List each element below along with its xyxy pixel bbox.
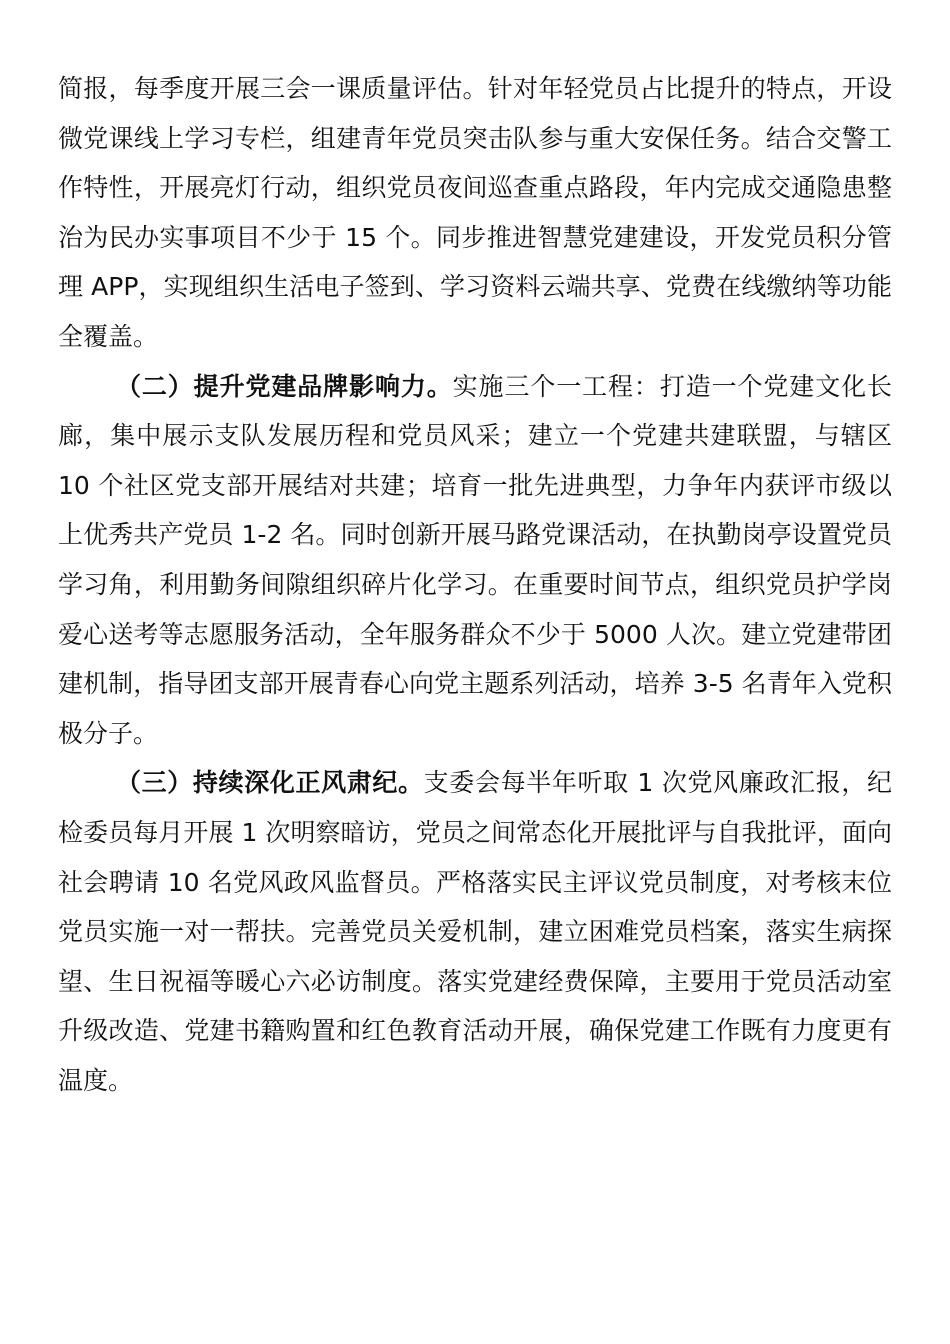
paragraph-text: 实施三个一工程：打造一个党建文化长廊，集中展示支队发展历程和党员风采；建立一个党建共建联盟，与辖区 10 个社区党支部开展结对共建；培育一批先进典型，力争年内获评市级以上优秀共产党员 1-2 名。同时创新开展马路党课活动，在执勤岗亭设置党员学习角，利用勤务间隙组织碎片化学习。在重要时间节点，组织党员护学岗爱心送考等志愿服务活动，全年服务群众不少于 5000 人次。建立党建带团建机制，指导团支部开展青春心向党主题系列活动，培养 3-5 名青年入党积极分子。	[58, 371, 892, 748]
section-heading-2: （二）提升党建品牌影响力。	[116, 371, 453, 401]
paragraph-section-3	[58, 758, 892, 1105]
section-heading-3: （三）持续深化正风肃纪。	[116, 768, 424, 798]
paragraph-text: 支委会每半年听取 1 次党风廉政汇报，纪检委员每月开展 1 次明察暗访，党员之间常态化开展批评与自我批评，面向社会聘请 10 名党风政风监督员。严格落实民主评议党员制度，对考核末位党员实施一对一帮扶。完善党员关爱机制，建立困难党员档案，落实生病探望、生日祝福等暖心六必访制度。落实党建经费保障，主要用于党员活动室升级改造、党建书籍购置和红色教育活动开展，确保党建工作既有力度更有温度。	[58, 768, 892, 1095]
document-body	[58, 64, 892, 1105]
paragraph-section-2	[58, 362, 892, 759]
paragraph-continuation	[58, 64, 892, 362]
paragraph-text: 简报，每季度开展三会一课质量评估。针对年轻党员占比提升的特点，开设微党课线上学习专栏，组建青年党员突击队参与重大安保任务。结合交警工作特性，开展亮灯行动，组织党员夜间巡查重点路段，年内完成交通隐患整治为民办实事项目不少于 15 个。同步推进智慧党建建设，开发党员积分管理 APP，实现组织生活电子签到、学习资料云端共享、党费在线缴纳等功能全覆盖。	[58, 74, 892, 351]
